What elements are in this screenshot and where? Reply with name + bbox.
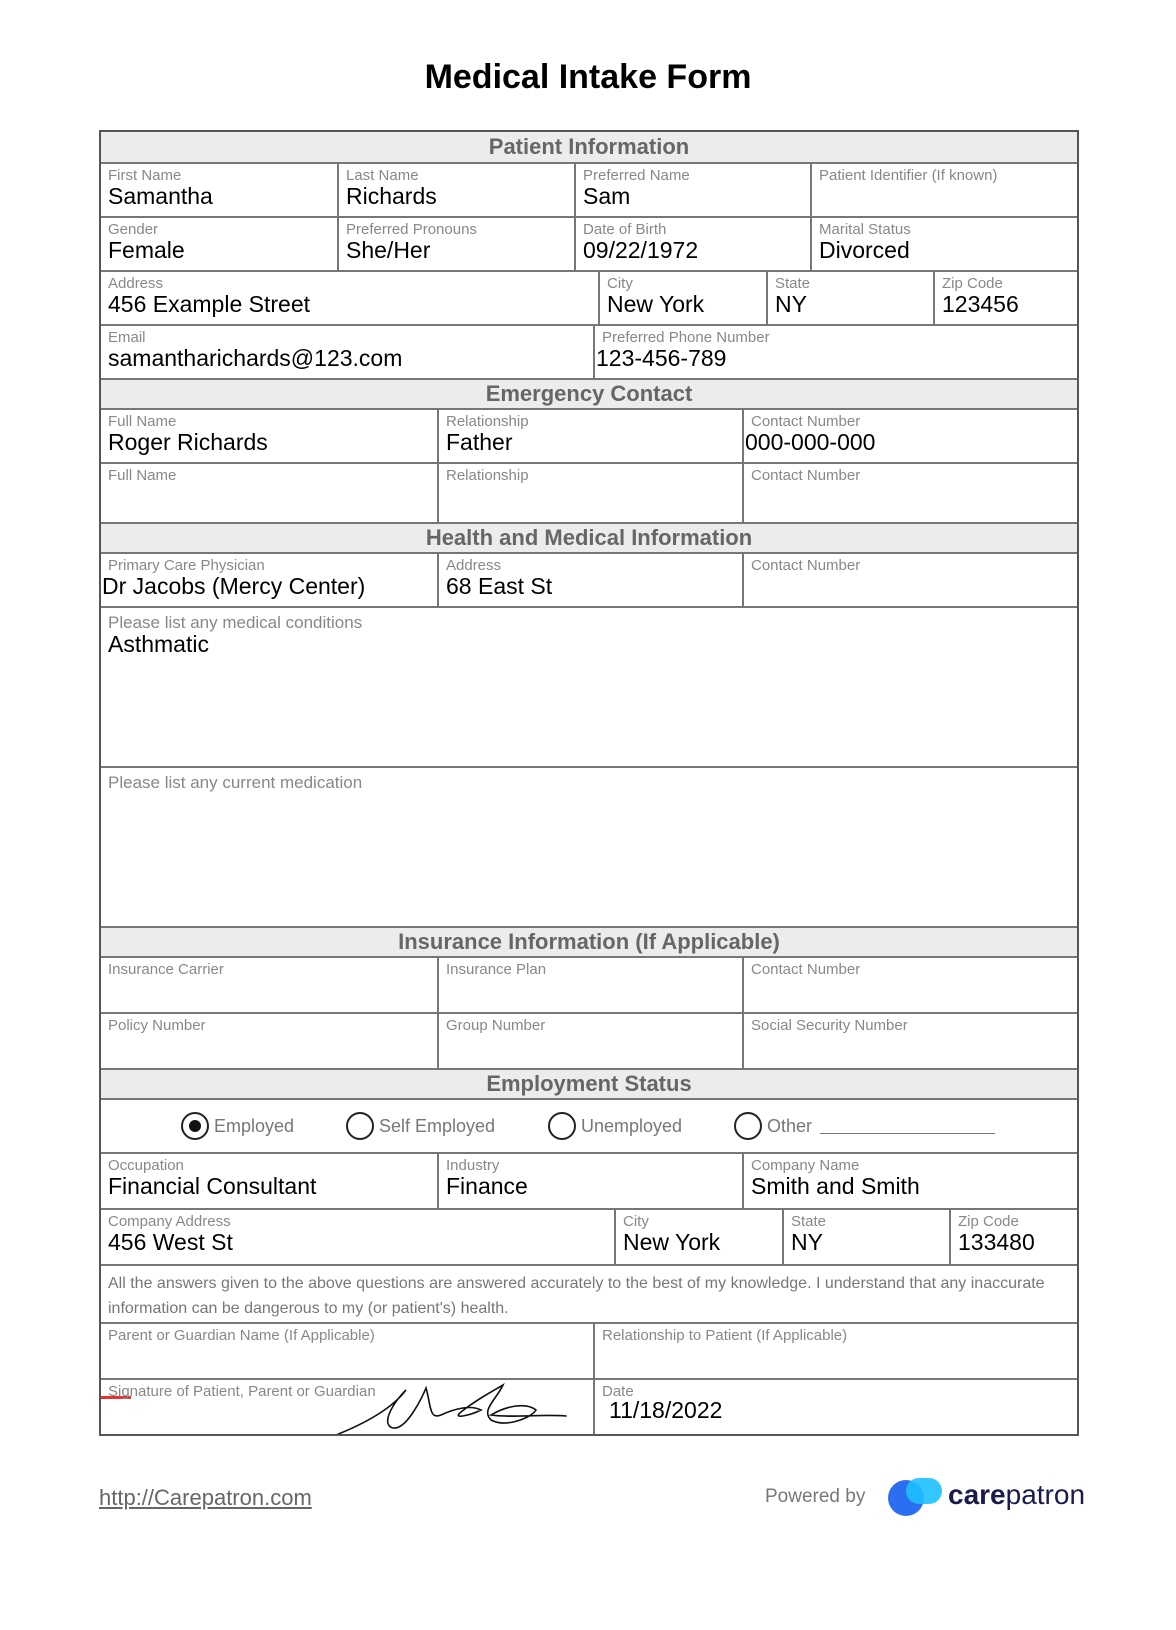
field-value: 000-000-000 [745,429,876,455]
health-row-1 [101,552,1077,606]
occupation-field[interactable] [101,1154,437,1208]
field-value: 09/22/1972 [583,237,699,263]
signature-row [101,1378,1077,1434]
field-label: Address [446,557,502,574]
section-insurance: Insurance Information (If Applicable) [101,926,1077,956]
field-value: New York [623,1229,721,1255]
declaration-row [101,1264,1077,1322]
employment-row-1 [101,1152,1077,1208]
field-value: Finance [446,1173,528,1199]
field-label: Company Address [108,1213,231,1230]
field-label: First Name [108,167,182,184]
field-value: Roger Richards [108,429,268,455]
other-text-line[interactable] [820,1119,995,1134]
intake-form [99,130,1079,1436]
emergency-relationship-field[interactable] [437,410,742,462]
field-value: Samantha [108,183,213,209]
field-value: 123456 [942,291,1019,317]
field-label: Last Name [346,167,419,184]
radio-label: Self Employed [379,1115,496,1136]
field-label: Gender [108,221,159,238]
field-value: New York [607,291,705,317]
field-value: Female [108,237,185,263]
field-label: Preferred Phone Number [602,329,770,346]
brand-patron: patron [1005,1479,1086,1510]
field-value: Asthmatic [108,631,209,657]
field-value: NY [791,1229,823,1255]
field-label: Full Name [108,467,177,484]
field-label: Preferred Pronouns [346,221,477,238]
field-label: Insurance Plan [446,961,547,978]
emergency-contact-row [101,462,1077,522]
field-label: Date of Birth [583,221,667,238]
field-label: Please list any current medication [108,773,363,792]
field-label: State [791,1213,827,1230]
physician-contact-field[interactable] [742,554,1077,606]
field-label: Contact Number [751,961,861,978]
marital-status-field[interactable] [810,218,1077,270]
preferred-name-field[interactable] [574,164,810,216]
emergency-contact-number-field[interactable] [742,464,1077,522]
field-label: Insurance Carrier [108,961,224,978]
guardian-relationship-field[interactable] [593,1324,1077,1378]
gender-field[interactable] [101,218,337,270]
industry-field[interactable] [437,1154,742,1208]
patient-identifier-field[interactable] [810,164,1077,216]
carepatron-logo-icon [888,1478,944,1516]
field-value: Divorced [819,237,910,263]
field-label: Zip Code [942,275,1003,292]
patient-row-1 [101,162,1077,216]
employment-status-options [101,1098,1077,1152]
radio-dot-icon [189,1120,201,1132]
section-employment-status: Employment Status [101,1068,1077,1098]
emergency-full-name-field[interactable] [101,410,437,462]
insurance-contact-field[interactable] [742,958,1077,1012]
group-number-field[interactable] [437,1014,742,1068]
pronouns-field[interactable] [337,218,574,270]
section-emergency-contact: Emergency Contact [101,378,1077,408]
field-label: Address [108,275,164,292]
company-city-field[interactable] [614,1210,782,1264]
date-field[interactable] [593,1380,1077,1434]
employment-radio-group [101,1100,1077,1154]
phone-number-field[interactable] [593,326,1077,378]
powered-by-text: Powered by [765,1486,866,1507]
company-zip-field[interactable] [949,1210,1077,1264]
field-value: Father [446,429,513,455]
radio-circle-icon[interactable] [548,1112,576,1140]
employment-row-2 [101,1208,1077,1264]
field-label: Contact Number [751,413,861,430]
field-value: Sam [583,183,631,209]
field-label: Relationship [446,467,529,484]
field-label: Please list any medical conditions [108,613,363,632]
field-value: 68 East St [446,573,553,599]
address-field[interactable] [101,272,598,324]
emergency-relationship-field[interactable] [437,464,742,522]
social-security-field[interactable] [742,1014,1077,1068]
field-value: 11/18/2022 [609,1397,723,1423]
physician-address-field[interactable] [437,554,742,606]
radio-selected-icon[interactable] [181,1112,209,1140]
field-label: Preferred Name [583,167,690,184]
field-value: samantharichards@123.com [108,345,403,371]
field-value: 133480 [958,1229,1035,1255]
carepatron-wordmark [948,1479,1085,1511]
signature-field[interactable] [101,1380,593,1434]
state-field[interactable] [766,272,933,324]
patient-row-4 [101,324,1077,378]
field-label: City [623,1213,649,1230]
field-label: Social Security Number [751,1017,908,1034]
field-label: Relationship [446,413,529,430]
field-label: Parent or Guardian Name (If Applicable) [108,1327,375,1344]
radio-unemployed[interactable] [548,1112,682,1140]
company-name-field[interactable] [742,1154,1077,1208]
field-label: Contact Number [751,467,861,484]
field-label: Group Number [446,1017,546,1034]
policy-number-field[interactable] [101,1014,437,1068]
emergency-contact-number-field[interactable] [742,410,1077,462]
current-medication-field[interactable] [101,768,1077,926]
insurance-row-1 [101,956,1077,1012]
date-of-birth-field[interactable] [574,218,810,270]
field-label: Primary Care Physician [108,557,265,574]
radio-circle-icon[interactable] [734,1112,762,1140]
radio-other[interactable] [734,1112,995,1140]
field-value: NY [775,291,807,317]
radio-employed[interactable] [181,1112,294,1140]
field-value: Smith and Smith [751,1173,920,1199]
field-label: Relationship to Patient (If Applicable) [602,1327,848,1344]
field-label: Industry [446,1157,500,1174]
field-label: Contact Number [751,557,861,574]
field-label: Date [602,1383,634,1400]
form-title: Medical Intake Form [424,58,752,96]
field-label: Marital Status [819,221,911,238]
primary-physician-field[interactable] [101,554,437,606]
health-row-3 [101,766,1077,926]
field-value: She/Her [346,237,431,263]
email-field[interactable] [101,326,593,378]
radio-label: Other [767,1115,813,1136]
field-label: City [607,275,633,292]
last-name-field[interactable] [337,164,574,216]
field-label: Zip Code [958,1213,1019,1230]
radio-self-employed[interactable] [346,1112,495,1140]
carepatron-link[interactable]: http://Carepatron.com [99,1485,312,1510]
field-value: 123-456-789 [596,345,727,371]
field-value: 456 West St [108,1229,233,1255]
radio-label: Employed [214,1115,295,1136]
section-patient-information: Patient Information [101,132,1077,162]
zip-code-field[interactable] [933,272,1077,324]
company-state-field[interactable] [782,1210,949,1264]
field-label: Policy Number [108,1017,206,1034]
field-value: Dr Jacobs (Mercy Center) [102,573,366,599]
radio-label: Unemployed [581,1115,683,1136]
emergency-full-name-field[interactable] [101,464,437,522]
field-value: Financial Consultant [108,1173,317,1199]
field-label: Email [108,329,146,346]
field-label: Full Name [108,413,177,430]
medical-conditions-field[interactable] [101,608,1077,766]
field-value: 456 Example Street [108,291,311,317]
emergency-contact-row [101,408,1077,462]
section-health-medical: Health and Medical Information [101,522,1077,552]
field-label: Patient Identifier (If known) [819,167,998,184]
health-row-2 [101,606,1077,766]
field-label: Signature of Patient, Parent or Guardian [108,1383,376,1400]
field-label: Company Name [751,1157,860,1174]
city-field[interactable] [598,272,766,324]
first-name-field[interactable] [101,164,337,216]
patient-row-3 [101,270,1077,324]
brand-care: care [948,1479,1006,1510]
radio-circle-icon[interactable] [346,1112,374,1140]
guardian-row [101,1322,1077,1378]
field-label: State [775,275,811,292]
insurance-plan-field[interactable] [437,958,742,1012]
signature-image [331,1380,591,1434]
patient-row-2 [101,216,1077,270]
guardian-name-field[interactable] [101,1324,593,1378]
insurance-row-2 [101,1012,1077,1068]
field-label: Occupation [108,1157,184,1174]
company-address-field[interactable] [101,1210,614,1264]
declaration-text: All the answers given to the above questions are answered accurately to the best of my knowledge. I understand that any inaccurate information can be dangerous to my (or patient's) health. [108,1275,1045,1317]
insurance-carrier-field[interactable] [101,958,437,1012]
field-value: Richards [346,183,437,209]
